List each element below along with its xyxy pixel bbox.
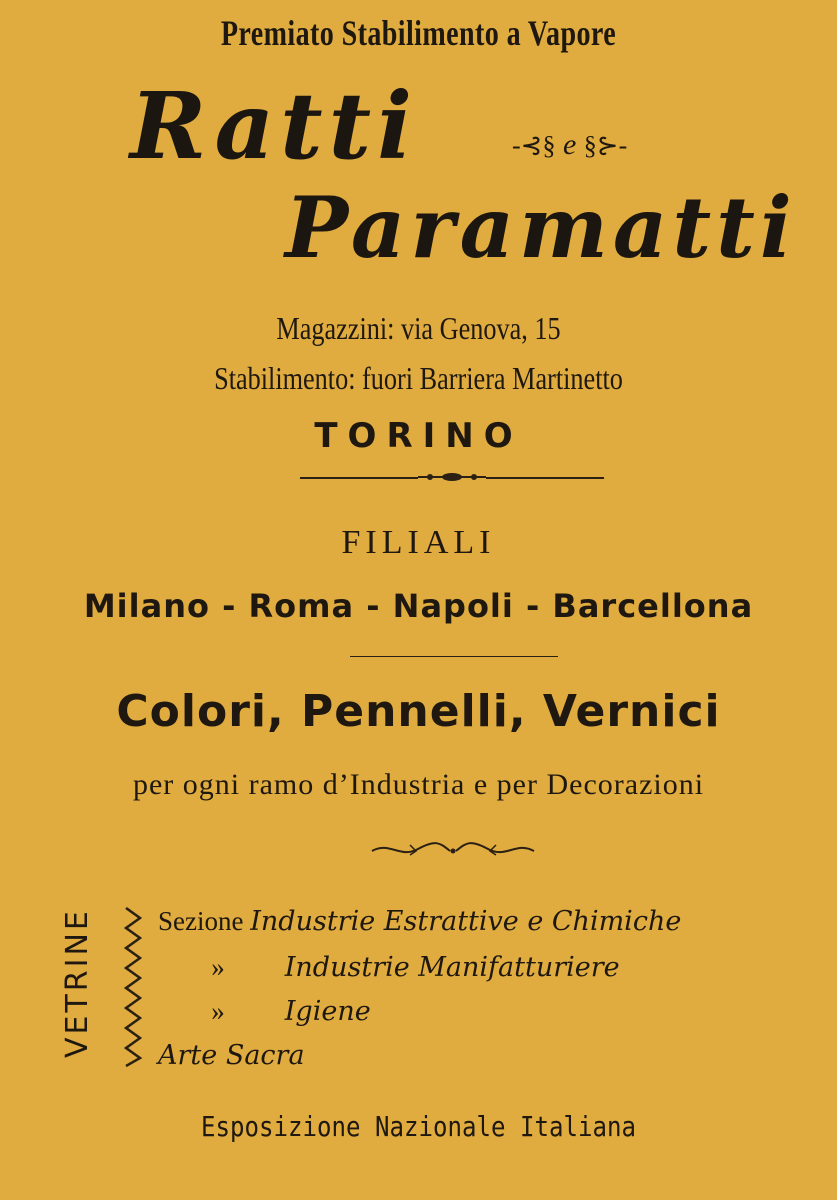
filiali-cities: Milano - Roma - Napoli - Barcellona: [83, 587, 754, 625]
diamond-ornament-icon: [418, 470, 486, 484]
vetrine-row-text: Industrie Manifatturiere: [284, 952, 620, 983]
divider-right: [486, 477, 604, 479]
divider-left: [300, 477, 418, 479]
footer-text: Esposizione Nazionale Italiana: [201, 1110, 636, 1143]
city-name: TORINO: [314, 416, 523, 456]
divider-thin: [350, 656, 558, 657]
vetrine-row-text: Arte Sacra: [158, 1040, 305, 1071]
vetrine-row-text: Industrie Estrattive e Chimiche: [250, 906, 682, 937]
stabilimento-address: Stabilimento: fuori Barriera Martinetto: [214, 360, 623, 396]
scroll-flourish-icon: [370, 835, 536, 865]
products-headline: Colori, Pennelli, Vernici: [116, 686, 721, 737]
zigzag-brace-icon: [120, 906, 148, 1068]
top-line: Premiato Stabilimento a Vapore: [220, 13, 617, 53]
magazzini-address: Magazzini: via Genova, 15: [276, 310, 561, 346]
vetrine-row: [158, 996, 371, 1027]
right-flourish-icon: §⊱-: [583, 131, 628, 160]
vetrine-row: [158, 1040, 305, 1071]
filiali-title: FILIALI: [341, 524, 496, 561]
vetrine-row-prefix: »: [211, 952, 225, 982]
left-flourish-icon: -⊰§: [512, 131, 556, 160]
vetrine-row-text: Igiene: [284, 996, 371, 1027]
vetrine-row: [158, 906, 681, 937]
brand-second: Paramatti: [285, 178, 797, 277]
vetrine-row-prefix: »: [211, 996, 225, 1026]
vetrine-row: [158, 952, 620, 983]
vetrine-label: VETRINE: [60, 908, 95, 1058]
brand-and: e: [562, 128, 577, 161]
vetrine-row-prefix: Sezione: [158, 906, 244, 936]
brand-first: Ratti: [130, 72, 419, 180]
products-subline: per ogni ramo d’Industria e per Decorazioni: [132, 768, 705, 801]
brand-and-ornament: [512, 128, 627, 162]
